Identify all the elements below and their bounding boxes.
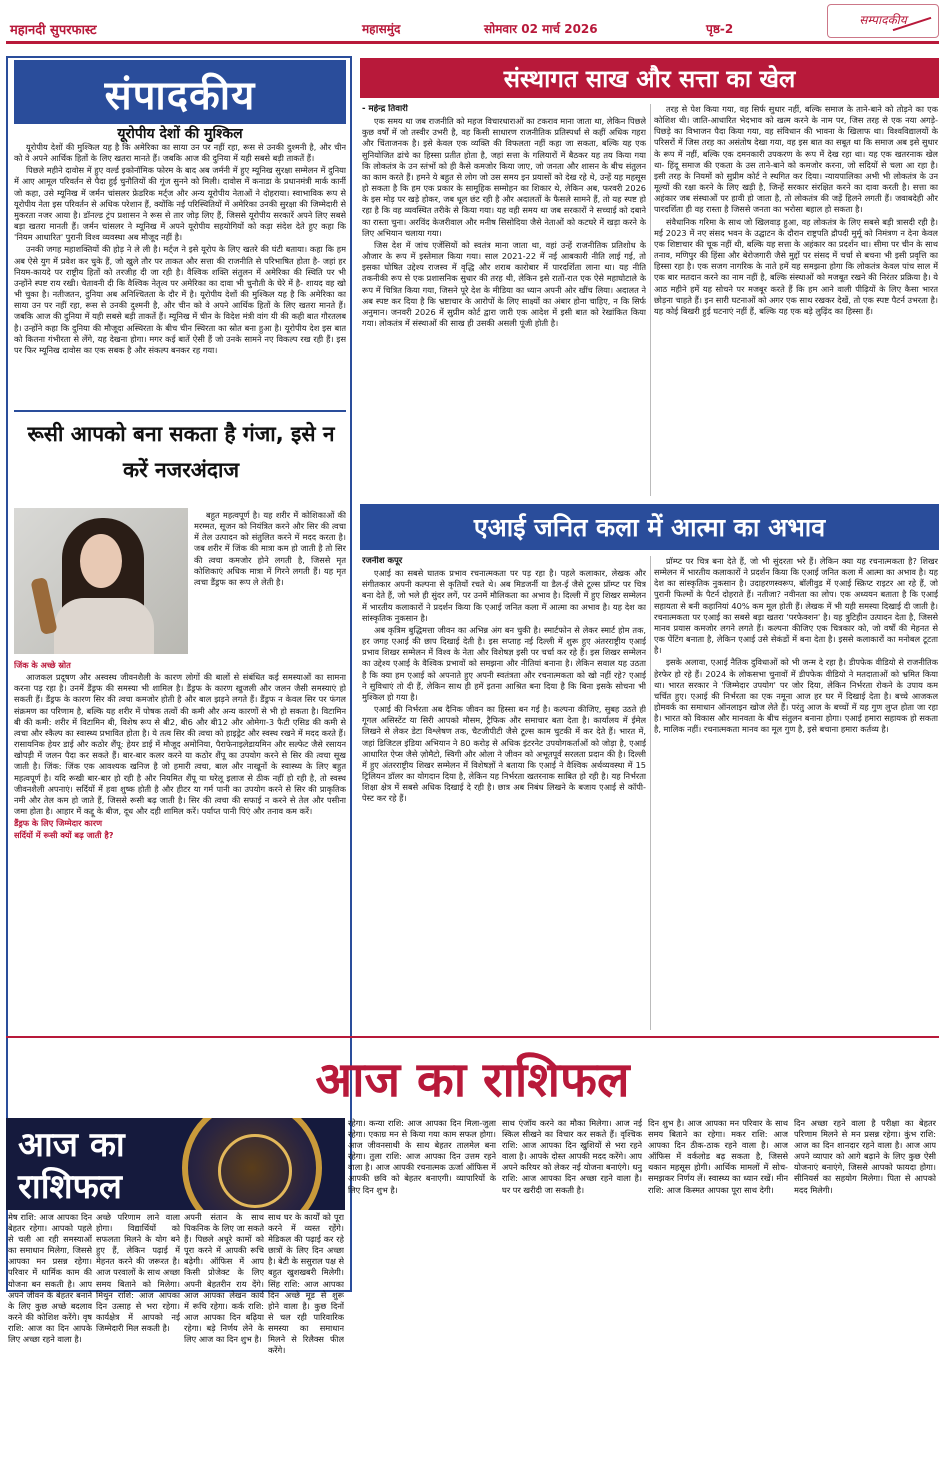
rashifal-col-7: दिन शुभ है। आज आपका मन परिवार के साथ समय बिताने का रहेगा। मकर राशि: आज आपका दिन ठीक-ठाक रहने वाला है। आज ऑफिस में वर्कलोड बढ़ सकता है, जिससे थकान महसूस होगी। आर्थिक मामलों में सोच-समझकर निर्णय लें। स्वास्थ्य का ध्यान रखें। मीन राशि: आज किस्मत आपका पूरा साथ देगी। <box>648 1118 788 1195</box>
ai-col-2 <box>654 556 938 1030</box>
rashifal-col-8: दिन अच्छा रहने वाला है परीक्षा का बेहतर परिणाम मिलने से मन प्रसन्न रहेगा। कुंभ राशि: आज का दिन शानदार रहने वाला है। आज आप अपने व्यापार को आगे बढ़ाने के लिए कुछ ऐसी योजनाएं बनाएंगे, जिससे आपको फायदा होगा। सीनियर्स का सहयोग मिलेगा। पिता से आपको मदद मिलेगी। <box>794 1118 936 1195</box>
hair-body <box>14 660 346 1036</box>
rashifal-col-5: रहेगा। कन्या राशि: आज आपका दिन मिला-जुला रहेगा। एकाग्र मन से किया गया काम सफल होगा। आज जीवनसाथी के साथ बेहतर तालमेल बना रहेगा। तुला राशि: आज आपका दिन उत्तम रहने वाला है। आज आपकी रचनात्मक ऊर्जा ऑफिस में आपकी छवि को बेहतर बनाएगी। व्यापारियों के लिए दिन शुभ है। <box>348 1118 496 1195</box>
rashifal-col-4: साथ घर के कार्यों को पूरा करने में व्यस्त रहेंगे। मेडिकल की पढ़ाई कर रहे छात्रों के लिए दिन अच्छा है। बेटी के ससुराल पक्ष से बहुत खुशखबरी मिलेगी। सिंह राशि: आज आपका दिन अच्छे मूड से शुरू होने वाला है। कुछ दिनों से चल रही पारिवारिक समस्या का समाधान मिलने से रिलैक्स फील करेंगे। <box>268 1212 344 1356</box>
paper-name: महानदी सुपरफास्ट <box>10 23 97 38</box>
sanstha-col-2 <box>654 104 938 496</box>
hair-subhead-causes: डैंड्रफ के लिए जिम्मेदार कारण <box>14 818 102 829</box>
editorial-title: संपादकीय <box>104 72 256 119</box>
ai-para: एआई का सबसे घातक प्रभाव रचनात्मकता पर पड़ रहा है। पहले कलाकार, लेखक और संगीतकार अपनी कल्पना से कृतियों रचते थे। अब मिडजर्नी या डैल-ई जैसे टूल्स प्रॉम्प्ट पर चित्र बना देते हैं, जो भले ही सुंदर लगें, पर उनमें मौलिकता का अभाव है। दिल्ली में हुए शिखर सम्मेलन में भारतीय कलाकारों ने प्रदर्शन किया कि एआई जनित कला में आत्मा का अभाव है। यह देश का सांस्कृतिक नुकसान है। <box>362 568 646 623</box>
hair-para: आजकल प्रदूषण और अस्वस्थ जीवनशैली के कारण लोगों की बालों से संबंधित कई समस्याओं का सामना करना पड़ रहा है। उनमें डैंड्रफ की समस्या भी शामिल है। डैंड्रफ के कारण खुजली और जलन जैसी समस्याएं हो सकती हैं। डैंड्रफ के कारण सिर की त्वचा कमजोर होती है और बाल झड़ने लगते हैं। डैंड्रफ न केवल सिर पर फंगल संक्रमण का परिणाम है, बल्कि यह शरीर में पोषक तत्वों की कमी और अन्य कारणों से भी हो सकता है। विटामिन बी की कमी: शरीर में विटामिन बी, विशेष रूप से बी2, बी6 और बी12 और ओमेगा-3 फैटी एसिड की कमी से त्वचा और स्कैल्प का स्वास्थ्य प्रभावित होता है। ये तत्व सिर की त्वचा को हाइड्रेट और स्वस्थ रखने में मदद करते हैं। रासायनिक हेयर डाई और कठोर शैंपू: हेयर डाई में मौजूद अमोनिया, पैराफेनाइलेडायमिन और सल्फेट जैसे रसायन खोपड़ी में जलन पैदा कर सकते हैं। बार-बार कलर करने या कठोर शैंपू का उपयोग करने से सिर की त्वचा सूख जाती है। जिंक: जिंक एक आवश्यक खनिज है जो हमारी त्वचा, बाल और नाखूनों के स्वास्थ्य के लिए बहुत महत्वपूर्ण है। यदि रूखी बार-बार हो रही है और नियमित शैंपू या घरेलू इलाज से ठीक नहीं हो रही है, तो स्वस्थ जीवनशैली अपनाएं। सर्दियों में हवा शुष्क होती है और हीटर या गर्म पानी का उपयोग करने से सिर की प्राकृतिक नमी और तेल कम हो जाते हैं, जिससे रूसी बढ़ जाती है। सिर की त्वचा की सफाई न करने से तेल और पसीना जमा होता है। आहार में कद्दू के बीज, दूध और दही शामिल करें। पर्याप्त पानी पिएं और तनाव कम करें। <box>14 672 346 817</box>
sanstha-byline: - महेन्द्र तिवारी <box>362 104 408 114</box>
face-shape <box>80 534 122 588</box>
rashifal-col-3: अपनी संतान के साथ पिकनिक के लिए जा सकते हैं। पिछले अधूरे कामों को पूरा करने में आपकी रूचि बढ़ेगी। ऑफिस में आप किसी प्रोजेक्ट के लिए अपनी बेहतरीन राय देंगे। आज आपका लेखन कार्य में रूचि रहेगा। कर्क राशि: आज आपका दिन बढ़िया रहेगा। बड़े निर्णय लेने के लिए आज का दिन शुभ है। <box>184 1212 264 1345</box>
sanstha-title: संस्थागत साख और सत्ता का खेल <box>503 65 796 93</box>
rashifal-col-1: मेष राशि: आज आपका दिन बेहतर रहेगा। आपको पहले से चली आ रही समस्याओं का समाधान मिलेगा, जिससे आपका मन प्रसन्न रहेगा। परिवार में धार्मिक काम की योजना बन सकती है। आप अपने जीवन के बेहतर बनाने के लिए कुछ अच्छे बदलाव करने की कोशिश करेंगे। वृष राशि: आज का दिन आपके लिए अच्छा रहने वाला है। <box>8 1212 92 1345</box>
sanstha-para: संवैधानिक गरिमा के साथ जो खिलवाड़ हुआ, वह लोकतंत्र के लिए सबसे बड़ी त्रासदी रही है। मई 2023 में नए संसद भवन के उद्घाटन के दौरान राष्ट्रपति द्रौपदी मुर्मू को निमंत्रण न देना केवल एक शिष्टाचार की चूक नहीं थी, बल्कि यह सत्ता के अहंकार का प्रदर्शन था। सीमा पर चीन के साथ तनाव, मणिपुर की हिंसा और बेरोजगारी जैसे मुद्दों पर संसद में चर्चा से बचना भी इसी प्रवृत्ति का हिस्सा रहा है। एक सजग नागरिक के नाते हमें यह समझना होगा कि लोकतंत्र केवल पांच साल में एक बार मतदान करने का नाम नहीं है, बल्कि संस्थाओं को मजबूत रखने की निरंतर प्रक्रिया है। ये आठ महीने हमें यह सोचने पर मजबूर करते हैं कि हम आने वाली पीढ़ियों के लिए कैसा भारत छोड़ना चाहते हैं। इन सारी घटनाओं को अगर एक साथ रखकर देखें, तो एक स्पष्ट पैटर्न उभरता है। यह कोई बिखरी हुई घटनाएं नहीं हैं, बल्कि यह एक बड़े लुढ़िंद का हिस्सा हैं। <box>654 216 938 316</box>
brand-logo <box>827 4 939 38</box>
ai-para: अब कृत्रिम बुद्धिमत्ता जीवन का अभिन्न अंग बन चुकी है। स्मार्टफोन से लेकर स्मार्ट होम तक, हर जगह एआई की छाप दिखाई देती है। इस सप्ताह नई दिल्ली में शुरू हुए अंतरराष्ट्रीय एआई प्रभाव शिखर सम्मेलन में विश्व के नेता और विशेषज्ञ इसी पर चर्चा कर रहे हैं। इस शिखर सम्मेलन का उद्देश्य एआई के वैश्विक प्रभावों को समझना और नीतियां बनाना है। लेकिन सवाल यह उठता है कि क्या हम एआई को अपनाते हुए अपनी स्वतंत्रता और रचनात्मकता को खो नहीं रहे? एआई ने सुविधाएं तो दी हैं, लेकिन साथ ही हमें इतना आश्रित बना दिया है कि बिना इसके सोचना भी मुश्किल हो गया है। <box>362 624 646 702</box>
editorial-para: पिछले महीने दावोस में हुए वर्ल्ड इकोनॉमिक फोरम के बाद अब जर्मनी में हुए म्यूनिख सुरक्षा सम्मेलन में दुनिया में आए आमूल परिवर्तन से पैदा हुई चुनौतियों की गूंज सुनने को मिली। दावोस में कनाडा के प्रधानमंत्री मार्क कार्नी जो कहा, उसे म्यूनिख में जर्मन चांसलर फ्रेडरिक मर्ट्ज और अन्य यूरोपीय नेताओं ने दोहराया। स्वाभाविक रूप से यूरोपीय नेता इस परिवर्तन से अधिक परेशान हैं, क्योंकि नई परिस्थितियों में अमेरिका उनकी सुरक्षा की जिम्मेदारी से मुकरता नजर आया है। डॉनल्ड ट्रंप प्रशासन ने रूस से तार जोड़ लिए हैं, जिससे यूरोपीय सरकारें अपने लिए सबसे बड़ा खतरा मानती हैं। जर्मन चांसलर ने म्यूनिख में अपने यूरोपीय सहयोगियों को कड़ा संदेश देते हुए कहा कि 'नियम आधारित' पुरानी विश्व व्यवस्था अब मौजूद नहीं है। <box>14 165 346 243</box>
rashifal-banner-line1: आज का <box>18 1125 125 1165</box>
editorial-para: उनकी जगह महाशक्तियों की होड़ ने ले ली है। मर्ट्ज ने इसे यूरोप के लिए खतरे की घंटी बताया। कहा कि हम अब ऐसे युग में प्रवेश कर चुके हैं, जो खुले तौर पर ताकत और सत्ता की राजनीति से परिभाषित होता है- जहां हर नियम-कायदे पर राष्ट्रीय हितों को तरजीह दी जा रही है। वैश्विक शक्ति संतुलन में अमेरिका की स्थिति पर भी उन्होंने स्पष्ट राय रखी। चेतावनी दी कि वैश्विक नेतृत्व पर अमेरिका का दावा भी चुनौती के घेरे में है- शायद वह खो भी चुका है। नतीजतन, दुनिया अब अनिश्चितता के दौर में है। यूरोपीय देशों की मुश्किल यह है कि अमेरिका का साया उन पर नहीं रहा, रूस से उनकी दुश्मनी है, और चीन को वे अपने आर्थिक हितों के लिए खतरा मानते हैं। जबकि आज की दुनिया में यही सबसे बड़ी ताकतें हैं। म्यूनिख में चीन के विदेश मंत्री वांग यी की कही बात गौरतलब है। उन्होंने कहा कि दुनिया की मौजूदा अस्थिरता के बीच चीन स्थिरता का स्रोत बना हुआ है। यूरोपीय देश इस बात को कितना गंभीरता से लेंगे, यह देखना होगा। मगर कई बातें ऐसी हैं जो उनके सामने नए विकल्प रख रही हैं। इस पर फिर म्यूनिख दावोस का एक सबक है और संकल्प बनकर रह गया। <box>14 244 346 355</box>
ai-para: इसके अलावा, एआई नैतिक दुविधाओं को भी जन्म दे रहा है। डीपफेक वीडियो से राजनीतिक हेरफेर हो रहे हैं। 2024 के लोकसभा चुनावों में डीपफेक वीडियो ने मतदाताओं को भ्रमित किया था। भारत सरकार ने 'जिम्मेदार उपयोग' पर जोर दिया, लेकिन निर्भरता रोकने के उपाय कम चर्चित हुए। एआई की निर्भरता का एक नमूना आज हर घर में दिखाई देता है। बच्चे आजकल होमवर्क का समाधान ऑनलाइन खोज लेते हैं। परंतु आज के बच्चों में यह गुण लुप्त होता जा रहा है। भारत को विकास और मानवता के बीच संतुलन बनाना होगा। एआई हमारा सहायक हो सकता है, मालिक नहीं। रचनात्मकता मानव का मूल गुण है, इसे बचाना हमारा कर्तव्य है। <box>654 657 938 735</box>
sanstha-para: एक समय था जब राजनीति को महज विचारधाराओं का टकराव माना जाता था, लेकिन पिछले कुछ वर्षों में जो तस्वीर उभरी है, वह किसी साधारण राजनीतिक प्रतिस्पर्धा से कहीं अधिक गहरा और चिंताजनक है। इसे केवल एक व्यक्ति की विफलता नहीं कहा जा सकता, बल्कि यह एक सुनियोजित ढांचे का हिस्सा प्रतीत होता है, जहां सत्ता के गलियारों में बैठकर यह तय किया गया कि लोकतंत्र के उन स्तंभों को ही कैसे कमजोर किया जाए, जो जनता और शासन के बीच संतुलन का काम करते हैं। हमने ये बहुत से लोग जो उस समय इन प्रयासों को देख रहे थे, उन्हें यह महसूस हो सकता है कि हम एक प्रकार के सामूहिक सम्मोहन का शिकार थे, लेकिन अब, फरवरी 2026 के इस मोड़ पर खड़े होकर, जब धूल छंट रही है और अदालतों के फैसले सामने हैं, तो यह स्पष्ट हो रहा है कि वह व्यवस्थित तरीके से किया गया। यह वही समय था जब सरकारों ने सच्चाई को दबाने का रास्ता चुना। अरविंद केजरीवाल और मनीष सिसोदिया जैसे नेताओं को कटघरे में खड़ा करने के लिए अभियान चलाया गया। <box>362 116 646 238</box>
hairbrush-icon <box>30 577 57 635</box>
hair-subhead-winter: सर्दियों में रूसी क्यों बढ़ जाती है? <box>14 830 114 841</box>
page-number: पृष्ठ-2 <box>706 22 734 36</box>
editorial-body <box>14 142 346 408</box>
body-shape <box>54 598 154 654</box>
rashifal-banner-image <box>6 1118 345 1210</box>
rashifal-banner-line2: राशिफल <box>18 1167 122 1207</box>
ai-para: प्रॉम्प्ट पर चित्र बना देते हैं, जो भी सुंदरता भरे हैं। लेकिन क्या यह रचनात्मकता है? शिखर सम्मेलन में भारतीय कलाकारों ने प्रदर्शन किया कि एआई जनित कला में आत्मा का अभाव है। यह देश का सांस्कृतिक नुकसान है। उदाहरणस्वरूप, बॉलीवुड में एआई स्क्रिप्ट राइटर आ रहे हैं, जो पुरानी फिल्मों के पैटर्न दोहराते हैं। नतीजा? नवीनता का लोप। एक अध्ययन बताता है कि एआई सहायता से बनी कहानियां 40% कम मूल होती हैं। लेखक में भी यही समस्या दिखाई दी जाती है। रचनात्मकता पर एआई का सबसे बड़ा खतरा 'परफेक्शन' है। यह त्रुटिहीन उत्पादन देता है, जिससे मानव प्रयास कमजोर लगने लगते हैं। कल्पना कीजिए एक चित्रकार को, जो वर्षों की मेहनत से एक पेंटिंग बनाता है, लेकिन एआई उसे सेकंडों में बना देता है। इससे कलाकारों का मनोबल टूटता है। <box>654 556 938 656</box>
sanstha-para: तरह से पेश किया गया, वह सिर्फ सुधार नहीं, बल्कि समाज के ताने-बाने को तोड़ने का एक कोशिश थी। जाति-आधारित भेदभाव को खत्म करने के नाम पर, जिस तरह से एक नया अगड़े-पिछड़े का विभाजन पैदा किया गया, वह संविधान की भावना के खिलाफ था। विश्वविद्यालयों के परिसरों में जिस तरह का असंतोष देखा गया, वह इस बात का सबूत था कि समाज अब इसे सुधार के रूप में नहीं, बल्कि एक दमनकारी उपकरण के रूप में देख रहा था। यह एक खतरनाक खेल था- हिंदू समाज की एकता के उस ताने-बाने को कमजोर करना, जो सदियों से चला आ रहा है। इसी तरह के नियमों को सुप्रीम कोर्ट ने स्थगित कर दिया। न्यायपालिका अभी भी लोकतंत्र के उन मूल्यों की रक्षा करने के लिए खड़ी है, जिन्हें सरकार संरक्षित करने का दावा करती है। सत्ता का अहंकार जब संस्थाओं पर हावी हो जाता है, तो लोकतंत्र की जड़ें हिलने लगती हैं। जवाबदेही और पारदर्शिता ही वह रास्ता है जिससे जनता का भरोसा बहाल हो सकता है। <box>654 104 938 215</box>
rashifal-header <box>6 1036 939 1116</box>
rashifal-col-6: साथ एंजॉय करने का मौका मिलेगा। आज नई स्किल सीखने का विचार कर सकते हैं। वृश्चिक राशि: आज आपका दिन खुशियों से भरा रहने वाला है। आपके दोस्त आपकी मदद करेंगे। आप अपने करियर को लेकर नई योजना बनाएंगे। धनु राशि: आज आपका दिन अच्छा रहने वाला है। घर पर खरीदी जा सकती है। <box>502 1118 642 1195</box>
editorial-subtitle: यूरोपीय देशों की मुश्किल <box>117 126 243 142</box>
divider <box>14 410 346 412</box>
ai-title: एआई जनित कला में आत्मा का अभाव <box>473 513 826 542</box>
rashifal-title: आज का राशिफल <box>315 1052 630 1108</box>
sanstha-col-1 <box>362 104 646 496</box>
hair-subhead-zinc: जिंक के अच्छे स्रोत <box>14 660 71 670</box>
ai-title-bar <box>360 504 939 550</box>
column-divider <box>650 556 651 1030</box>
ai-para: एआई की निर्भरता अब दैनिक जीवन का हिस्सा बन गई है। कल्पना कीजिए, सुबह उठते ही गूगल असिस्टेंट या सिरी आपको मौसम, ट्रैफिक और समाचार बता देता है। कार्यालय में ईमेल लिखने से लेकर डेटा विश्लेषण तक, चैटजीपीटी जैसे टूल्स काम चुटकी में कर देते हैं। भारत में, जहां डिजिटल इंडिया अभियान ने 80 करोड़ से अधिक इंटरनेट उपयोगकर्ताओं को जोड़ा है, एआई आधारित ऐप्स जैसे ज़ोमैटो, स्विगी और ओला ने जीवन को अभूतपूर्व सरलता प्रदान की है। दिल्ली में हुए अंतरराष्ट्रीय शिखर सम्मेलन में विशेषज्ञों ने बताया कि एआई ने वैश्विक अर्थव्यवस्था में 15 ट्रिलियन डॉलर का योगदान दिया है, लेकिन यह निर्भरता खतरनाक साबित हो रही है। यह निर्भरता शिक्षा क्षेत्र में सबसे अधिक दिखाई दे रही है। छात्र अब निबंध लिखने के बजाय एआई से कॉपी-पेस्ट कर रहे हैं। <box>362 704 646 804</box>
hair-side-para: बहुत महत्वपूर्ण है। यह शरीर में कोशिकाओं की मरम्मत, सूजन को नियंत्रित करने और सिर की त्वचा में तेल उत्पादन को संतुलित करने में मदद करता है। जब शरीर में जिंक की मात्रा कम हो जाती है तो सिर की त्वचा कमजोर होने लगती है, जिससे मृत कोशिकाएं अधिक मात्रा में गिरने लगती हैं। यह मृत त्वचा डैंड्रफ का रूप ले लेती है। <box>194 510 346 587</box>
sanstha-title-bar <box>360 58 939 98</box>
editorial-para: यूरोपीय देशों की मुश्किल यह है कि अमेरिका का साया उन पर नहीं रहा, रूस से उनकी दुश्मनी है, और चीन को वे अपने आर्थिक हितों के लिए खतरा मानते हैं। जबकि आज की दुनिया में यही सबसे बड़ी ताकतें हैं। <box>14 142 346 164</box>
sanstha-para: जिस देश में जांच एजेंसियों को स्वतंत्र माना जाता था, वहां उन्हें राजनीतिक प्रतिशोध के औजार के रूप में इस्तेमाल किया गया। साल 2021-22 में नई आबकारी नीति लाई गई, तो इसका घोषित उद्देश्य राजस्व में वृद्धि और शराब कारोबार में पारदर्शिता लाना था। यह नीति तकनीकी रूप से एक प्रशासनिक सुधार की तरह थी, लेकिन इसे रातों-रात एक ऐसे महाघोटाले के रूप में चित्रित किया गया, जिसने पूरे देश के मीडिया का ध्यान अपनी ओर खींच लिया। अदालत ने अब स्पष्ट कर दिया है कि भ्रष्टाचार के आरोपों के लिए साक्ष्यों का अंबार होना चाहिए, न कि सिर्फ अनुमान। जनवरी 2026 में सुप्रीम कोर्ट द्वारा जारी एक आदेश में इसी बात को रेखांकित किया गया। लोकतंत्र में संस्थाओं की साख ही उसकी असली पूंजी होती है। <box>362 239 646 328</box>
column-divider <box>650 104 651 496</box>
place-name: महासमुंद <box>362 22 401 36</box>
brand-label: सम्पादकीय <box>859 13 907 27</box>
editorial-masthead <box>14 60 346 124</box>
ai-byline: रजनीश कपूर <box>362 556 403 566</box>
ai-col-1 <box>362 556 646 1030</box>
woman-dandruff-photo <box>14 508 188 654</box>
page-header <box>6 4 939 44</box>
rashifal-col-2: अच्छे परिणाम लाने वाला होगा। विद्यार्थियों को सफलता मिलने के योग बने हुए हैं, लेकिन पढ़ाई में मेहनत करने की जरूरत है। आज परवालों के साथ अच्छा समय बिताने को मिलेगा। मिथुन राशि: आज आपका दिन उत्साह से भरा रहेगा। कार्यक्षेत्र में आपको नई जिम्मेदारी मिल सकती है। <box>96 1212 180 1333</box>
issue-date: सोमवार 02 मार्च 2026 <box>484 22 598 36</box>
hair-side-text <box>194 510 346 656</box>
zodiac-wheel-icon <box>182 1118 322 1210</box>
hair-article-title: रूसी आपको बना सकता है गंजा, इसे न करें नजरअंदाज <box>27 422 335 482</box>
